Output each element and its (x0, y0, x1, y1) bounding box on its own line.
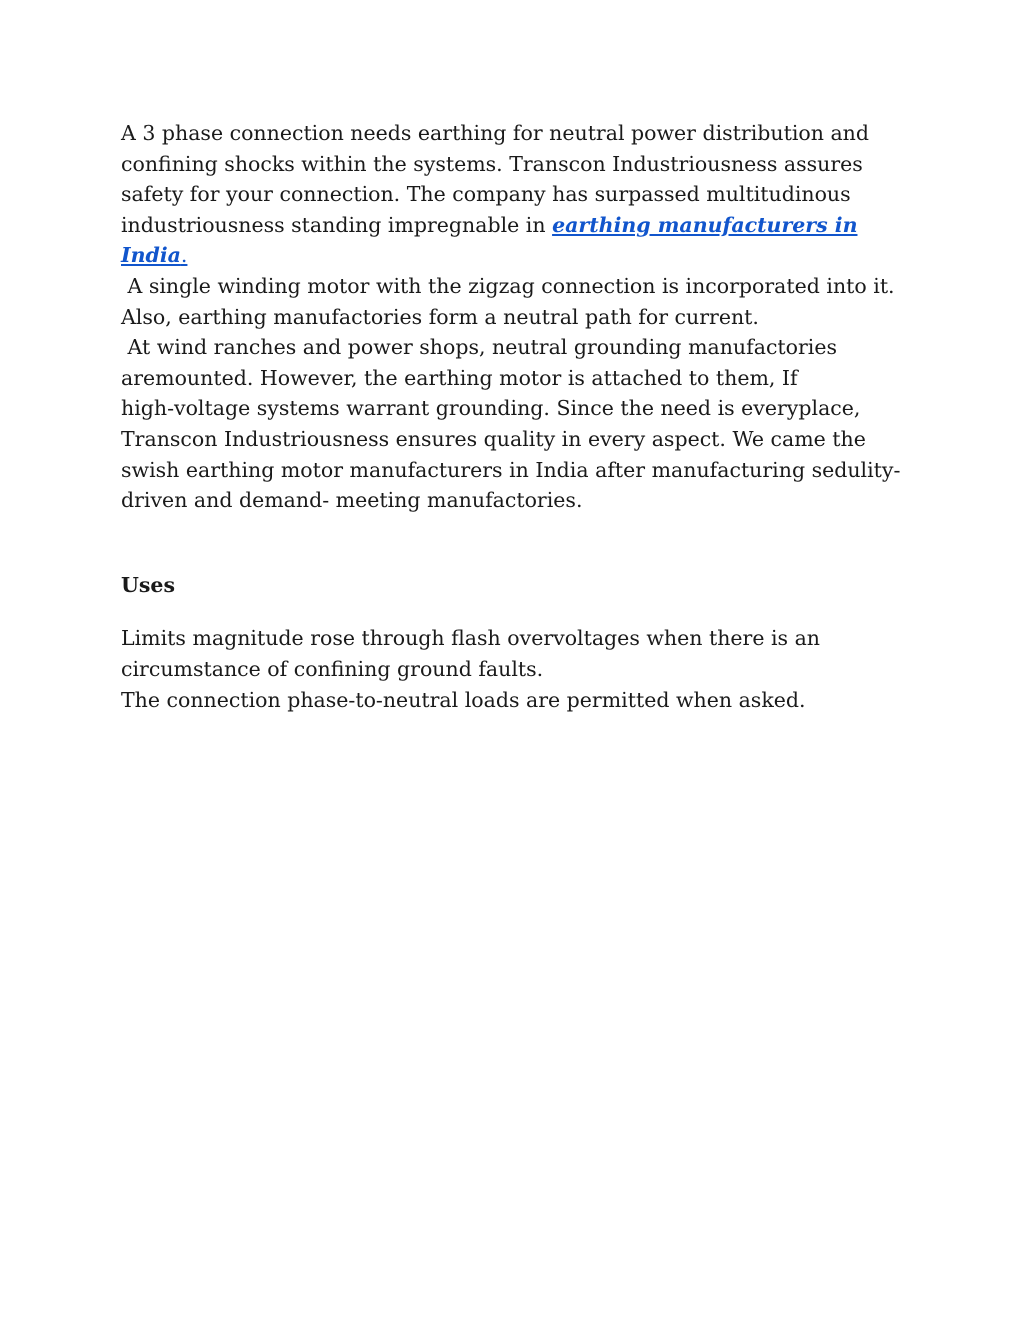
uses-heading: Uses (121, 572, 176, 597)
uses-line: circumstance of confining ground faults. (121, 656, 544, 681)
uses-line: The connection phase-to-neutral loads are permitted when asked. (121, 687, 806, 712)
paragraph-line: A single winding motor with the zigzag connection is incorporated into it. (121, 273, 895, 298)
document-page (121, 118, 911, 715)
paragraph-line: aremounted. However, the earthing motor is attached to them, If (121, 365, 798, 390)
paragraph-line: swish earthing motor manufacturers in India after manufacturing sedulity- (121, 457, 901, 482)
link-trailing-period: . (180, 243, 188, 268)
paragraph-line: A 3 phase connection needs earthing for neutral power distribution and (121, 121, 870, 145)
paragraph-line: driven and demand- meeting manufactories. (121, 488, 583, 513)
uses-line: Limits magnitude rose through flash overvoltages when there is an (121, 626, 820, 651)
paragraph-line: safety for your connection. The company has surpassed multitudinous (121, 182, 851, 207)
link-prefix-text: industriousness standing impregnable in (121, 212, 553, 237)
paragraph-line: high-voltage systems warrant grounding. Since the need is everyplace, (121, 396, 861, 421)
earthing-manufacturers-link[interactable]: earthing manufacturers in (552, 212, 858, 237)
paragraph-line-link-continuation (121, 240, 911, 271)
uses-paragraph (121, 623, 911, 715)
paragraph-line: Also, earthing manufactories form a neutral path for current. (121, 304, 759, 329)
earthing-manufacturers-link-continued[interactable]: India (121, 243, 181, 268)
paragraph-line: confining shocks within the systems. Transcon Industriousness assures (121, 151, 863, 176)
paragraph-line: Transcon Industriousness ensures quality in every aspect. We came the (121, 426, 866, 451)
paragraph-line: At wind ranches and power shops, neutral grounding manufactories (121, 335, 838, 360)
paragraph-line-with-link (121, 210, 911, 241)
